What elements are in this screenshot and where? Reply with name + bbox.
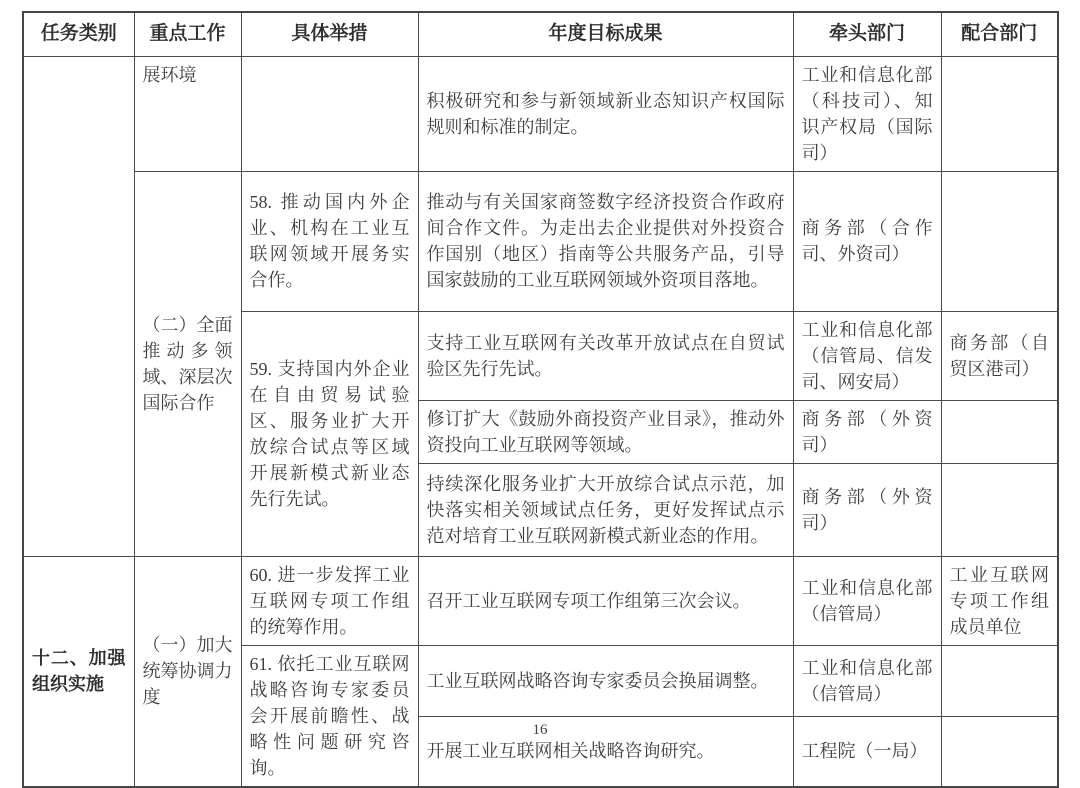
cell-key-work-coordination: （一）加大统筹协调力度 xyxy=(134,556,241,787)
header-specific-measures: 具体举措 xyxy=(241,12,418,56)
cell-support-empty-2 xyxy=(941,171,1058,311)
cell-outcome-59c: 持续深化服务业扩大开放综合试点示范，加快落实相关领域试点任务，更好发挥试点示范对培育工业互联网新模式新业态的作用。 xyxy=(418,463,793,556)
cell-category-section1-empty xyxy=(23,56,134,556)
header-key-work: 重点工作 xyxy=(134,12,241,56)
header-annual-target: 年度目标成果 xyxy=(418,12,793,56)
cell-support-empty-3 xyxy=(941,400,1058,463)
cell-outcome-59b: 修订扩大《鼓励外商投资产业目录》，推动外资投向工业互联网等领域。 xyxy=(418,400,793,463)
cell-lead-59c: 商务部（外资司） xyxy=(793,463,941,556)
cell-category-section12: 十二、加强组织实施 xyxy=(23,556,134,787)
cell-key-work-continued: 展环境 xyxy=(134,56,241,171)
cell-support-empty-5 xyxy=(941,645,1058,716)
header-task-category: 任务类别 xyxy=(23,12,134,56)
table-row xyxy=(23,556,1058,645)
cell-outcome-ipr: 积极研究和参与新领域新业态知识产权国际规则和标准的制定。 xyxy=(418,56,793,171)
cell-lead-61a: 工业和信息化部（信管局） xyxy=(793,645,941,716)
cell-support-empty-1 xyxy=(941,56,1058,171)
cell-key-work-international-cooperation: （二）全面推动多领域、深层次国际合作 xyxy=(134,171,241,556)
cell-measure-59: 59. 支持国内外企业在自由贸易试验区、服务业扩大开放综合试点等区域开展新模式新业态先行先试。 xyxy=(241,311,418,556)
header-support-department: 配合部门 xyxy=(941,12,1058,56)
cell-outcome-61b: 开展工业互联网相关战略咨询研究。 xyxy=(418,716,793,786)
cell-outcome-60: 召开工业互联网专项工作组第三次会议。 xyxy=(418,556,793,645)
cell-lead-61b: 工程院（一局） xyxy=(793,716,941,786)
cell-support-empty-4 xyxy=(941,463,1058,556)
cell-support-60: 工业互联网专项工作组成员单位 xyxy=(941,556,1058,645)
cell-measure-61: 61. 依托工业互联网战略咨询专家委员会开展前瞻性、战略性问题研究咨询。 xyxy=(241,645,418,787)
table-header-row xyxy=(23,12,1058,56)
cell-lead-ipr: 工业和信息化部（科技司）、知识产权局（国际司） xyxy=(793,56,941,171)
cell-outcome-61a: 工业互联网战略咨询专家委员会换届调整。 xyxy=(418,645,793,716)
cell-measure-60: 60. 进一步发挥工业互联网专项工作组的统筹作用。 xyxy=(241,556,418,645)
table-row xyxy=(23,171,1058,311)
cell-measure-58: 58. 推动国内外企业、机构在工业互联网领域开展务实合作。 xyxy=(241,171,418,311)
cell-lead-59a: 工业和信息化部（信管局、信发司、网安局） xyxy=(793,311,941,400)
header-lead-department: 牵头部门 xyxy=(793,12,941,56)
task-table xyxy=(22,11,1059,788)
cell-outcome-59a: 支持工业互联网有关改革开放试点在自贸试验区先行先试。 xyxy=(418,311,793,400)
cell-lead-60: 工业和信息化部（信管局） xyxy=(793,556,941,645)
page-number: 16 xyxy=(532,722,548,738)
cell-lead-58: 商务部（合作司、外资司） xyxy=(793,171,941,311)
cell-outcome-58: 推动与有关国家商签数字经济投资合作政府间合作文件。为走出去企业提供对外投资合作国别（地区）指南等公共服务产品，引导国家鼓励的工业互联网领域外资项目落地。 xyxy=(418,171,793,311)
cell-support-59a: 商务部（自贸区港司） xyxy=(941,311,1058,400)
table-row xyxy=(23,56,1058,171)
cell-measure-empty xyxy=(241,56,418,171)
cell-lead-59b: 商务部（外资司） xyxy=(793,400,941,463)
